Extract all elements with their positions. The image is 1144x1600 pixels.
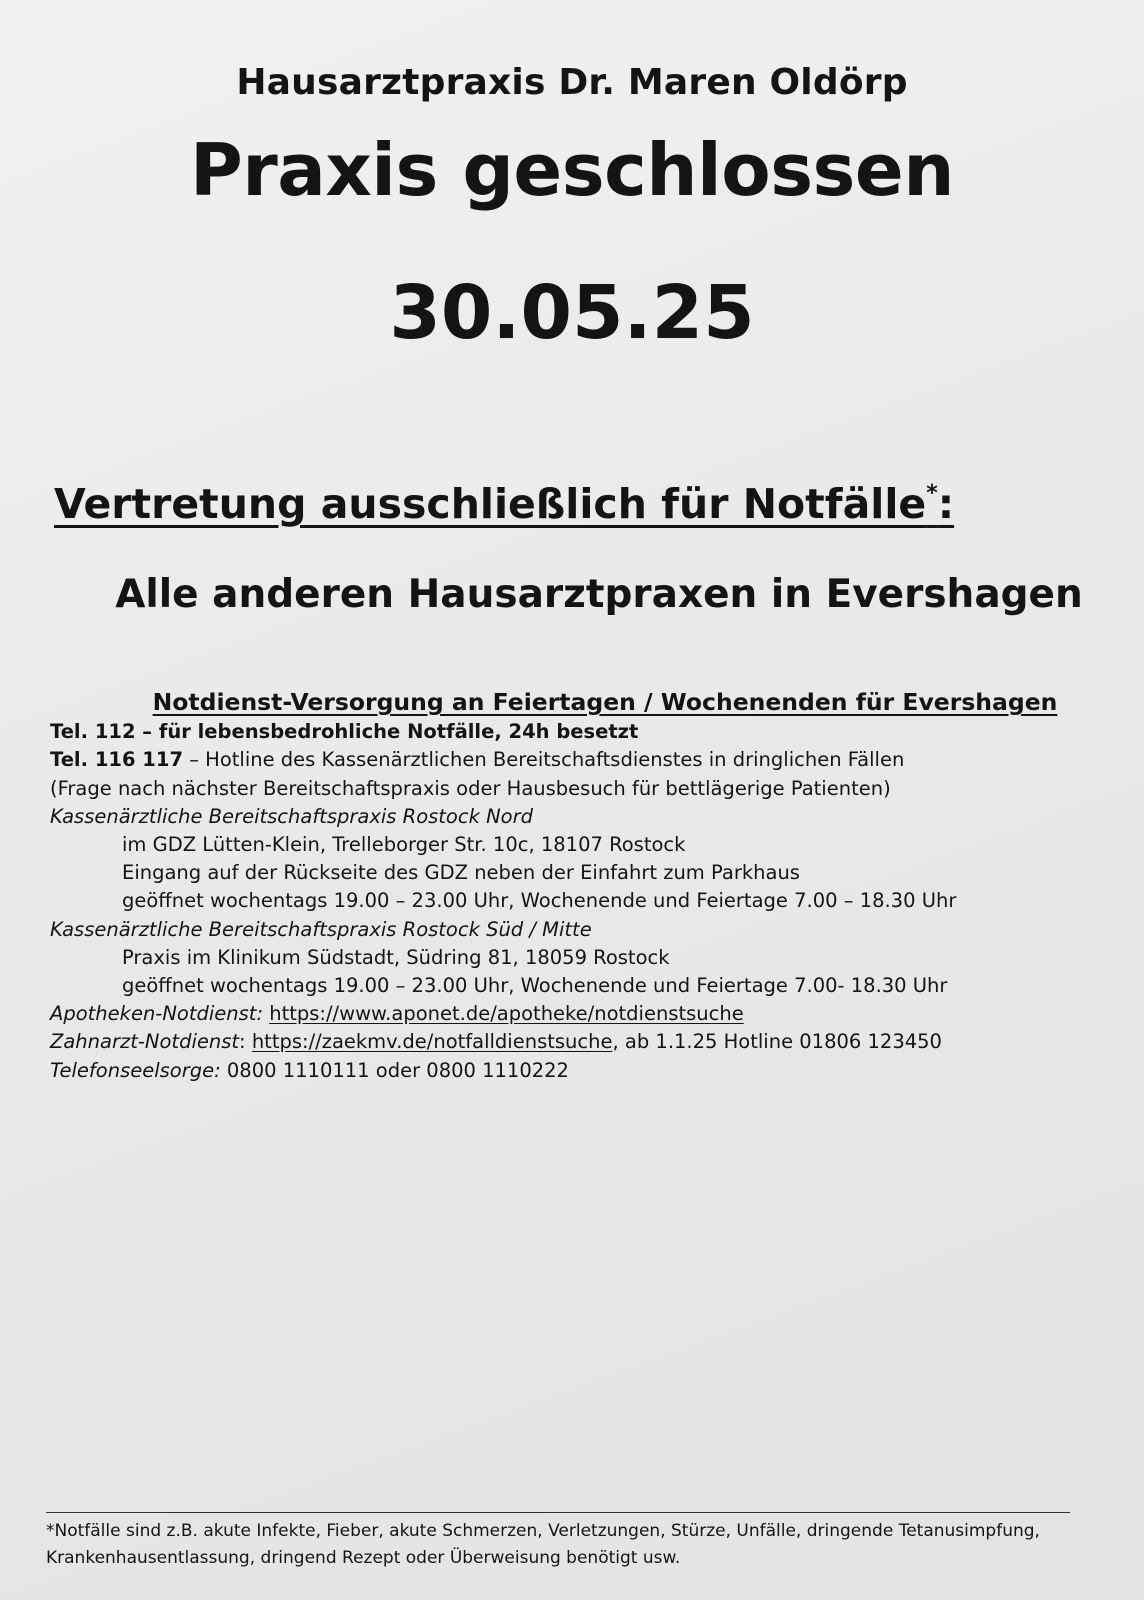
phone-counsel-line — [50, 1057, 1100, 1085]
tel-116117-note: (Frage nach nächster Bereitschaftspraxis oder Hausbesuch für bettlägerige Patienten) — [50, 776, 891, 800]
closed-date: 30.05.25 — [389, 270, 755, 356]
phone-counsel-text: 0800 1110111 oder 0800 1110222 — [220, 1058, 569, 1082]
sued-practice-title: Kassenärztliche Bereitschaftspraxis Rostock Süd / Mitte — [50, 917, 592, 941]
pharmacy-line — [50, 1000, 1100, 1028]
emergency-section — [50, 688, 1100, 1085]
sued-address: Praxis im Klinikum Südstadt, Südring 81, 18059 Rostock — [122, 945, 670, 969]
substitute-heading — [54, 480, 954, 528]
nord-practice-title: Kassenärztliche Bereitschaftspraxis Rostock Nord — [50, 804, 533, 828]
footnote-mark: * — [926, 481, 938, 506]
dentist-suffix: , ab 1.1.25 Hotline 01806 123450 — [612, 1030, 942, 1054]
nord-entrance: Eingang auf der Rückseite des GDZ neben der Einfahrt zum Parkhaus — [122, 861, 800, 885]
substitute-text: Alle anderen Hausarztpraxen in Evershagen — [115, 572, 1083, 617]
nord-address: im GDZ Lütten-Klein, Trelleborger Str. 10c, 18107 Rostock — [122, 833, 686, 857]
substitute-heading-colon: : — [937, 480, 955, 528]
footnote-divider — [46, 1512, 1070, 1513]
dentist-link[interactable]: https://zaekmv.de/notfalldienstsuche — [251, 1030, 613, 1054]
footnote-line-2: Krankenhausentlassung, dringend Rezept oder Überweisung benötigt usw. — [46, 1548, 681, 1568]
phone-counsel-label: Telefonseelsorge: — [50, 1058, 221, 1082]
dentist-colon: : — [239, 1030, 246, 1054]
pharmacy-link[interactable]: https://www.aponet.de/apotheke/notdienstsuche — [269, 1002, 744, 1026]
tel-116117-label: Tel. 116 117 — [50, 748, 184, 772]
sued-hours: geöffnet wochentags 19.00 – 23.00 Uhr, Wochenende und Feiertage 7.00- 18.30 Uhr — [122, 974, 948, 998]
clinic-name: Hausarztpraxis Dr. Maren Oldörp — [236, 62, 908, 103]
nord-hours: geöffnet wochentags 19.00 – 23.00 Uhr, Wochenende und Feiertage 7.00 – 18.30 Uhr — [122, 889, 957, 913]
substitute-heading-text: Vertretung ausschließlich für Notfälle — [54, 480, 927, 528]
closed-title: Praxis geschlossen — [189, 128, 954, 212]
dentist-label: Zahnarzt-Notdienst — [50, 1030, 240, 1054]
footnote — [46, 1518, 1116, 1572]
footnote-line-1: *Notfälle sind z.B. akute Infekte, Fieber, akute Schmerzen, Verletzungen, Stürze, Unfälle, dringende Tetanusimpfung, — [46, 1521, 1040, 1541]
dentist-line — [50, 1028, 1100, 1056]
tel-116117-text: – Hotline des Kassenärztlichen Bereitschaftsdienstes in dringlichen Fällen — [183, 748, 905, 772]
tel-112-line: Tel. 112 – für lebensbedrohliche Notfälle, 24h besetzt — [50, 720, 639, 744]
tel-116117-line — [50, 746, 1100, 774]
emergency-heading: Notdienst-Versorgung an Feiertagen / Wochenenden für Evershagen — [152, 688, 1058, 716]
pharmacy-label: Apotheken-Notdienst: — [50, 1002, 264, 1026]
